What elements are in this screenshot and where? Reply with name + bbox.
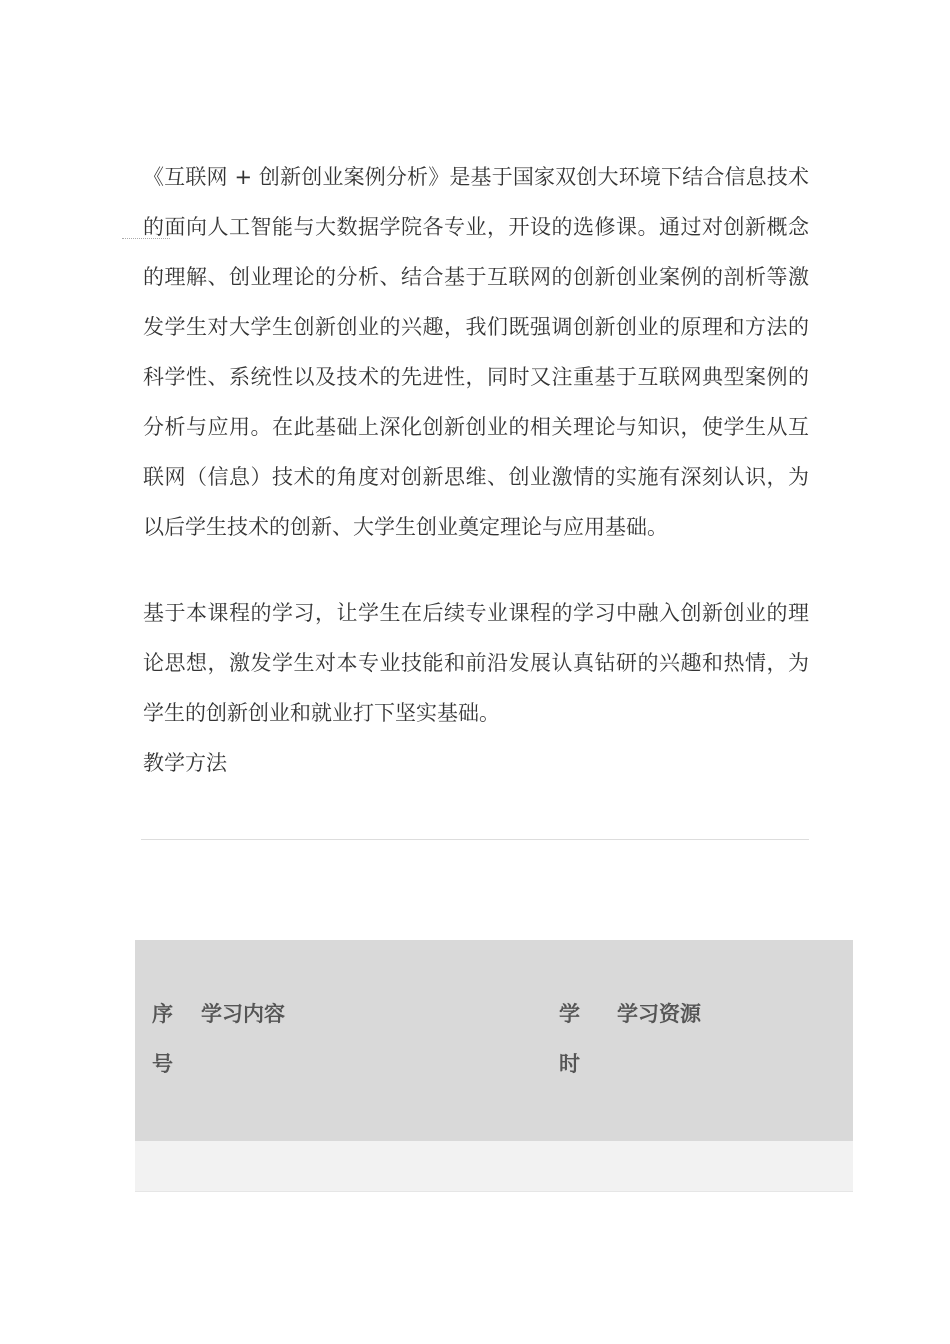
column-header-number: 序号	[152, 1002, 173, 1076]
section-divider	[141, 839, 809, 840]
document-body	[143, 152, 809, 788]
column-header-resources: 学习资源	[617, 1002, 701, 1026]
column-header-content: 学习内容	[201, 1002, 285, 1026]
table-header-row	[135, 940, 853, 1141]
table-row	[135, 1141, 853, 1192]
intro-paragraph: 《互联网 + 创新创业案例分析》是基于国家双创大环境下结合信息技术的面向人工智能与大数据学院各专业，开设的选修课。通过对创新概念的理解、创业理论的分析、结合基于互联网的创新创业案例的剖析等激发学生对大学生创新创业的兴趣，我们既强调创新创业的原理和方法的科学性、系统性以及技术的先进性，同时又注重基于互联网典型案例的分析与应用。在此基础上深化创新创业的相关理论与知识，使学生从互联网（信息）技术的角度对创新思维、创业激情的实施有深刻认识，为以后学生技术的创新、大学生创业奠定理论与应用基础。	[143, 165, 809, 539]
column-header-hours: 学时	[559, 1002, 580, 1076]
course-table	[135, 940, 853, 1192]
outcome-paragraph: 基于本课程的学习，让学生在后续专业课程的学习中融入创新创业的理论思想，激发学生对本专业技能和前沿发展认真钻研的兴趣和热情，为学生的创新创业和就业打下坚实基础。	[143, 601, 809, 725]
section-heading-teaching-method: 教学方法	[143, 751, 227, 775]
